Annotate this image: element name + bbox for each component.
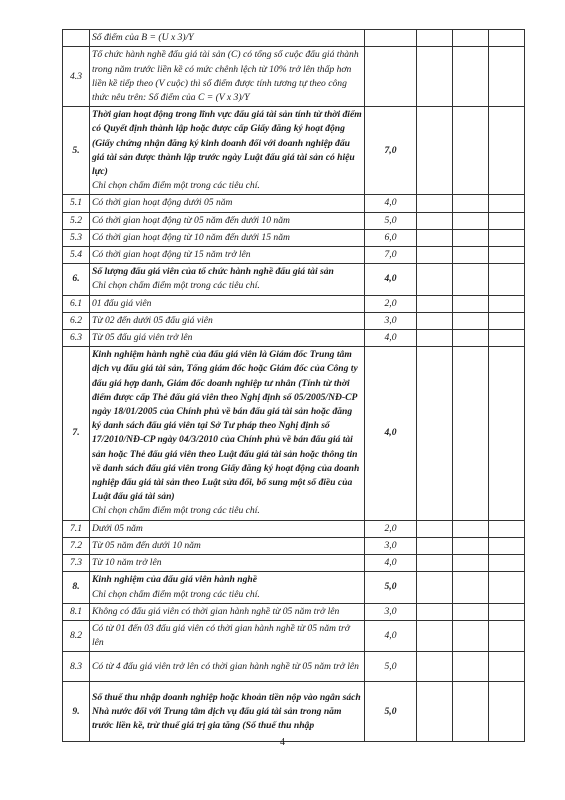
- score-cell: [453, 682, 489, 742]
- score-cell: [453, 330, 489, 347]
- criterion-cell: [90, 195, 365, 212]
- max-points-cell: 5,0: [365, 682, 417, 742]
- score-cell: [453, 229, 489, 246]
- max-points-cell: 4,0: [365, 330, 417, 347]
- score-cell: [489, 30, 525, 47]
- score-cell: [453, 347, 489, 520]
- criterion-number: 5.2: [63, 212, 90, 229]
- table-row: [63, 682, 525, 742]
- score-cell: [417, 229, 453, 246]
- score-cell: [417, 295, 453, 312]
- criterion-cell: [90, 603, 365, 620]
- criterion-number: 8.3: [63, 652, 90, 682]
- criterion-number: 4.3: [63, 47, 90, 107]
- score-cell: [417, 107, 453, 195]
- criterion-number: 6.1: [63, 295, 90, 312]
- score-cell: [489, 537, 525, 554]
- criterion-text: Có thời gian hoạt động từ 10 năm đến dưới 15 năm: [92, 231, 290, 243]
- score-cell: [453, 603, 489, 620]
- criterion-text: Từ 05 đấu giá viên trở lên: [92, 332, 193, 344]
- score-cell: [489, 652, 525, 682]
- table-row: [63, 312, 525, 329]
- criterion-cell: [90, 572, 365, 603]
- criterion-text: Có thời gian hoạt động dưới 05 năm: [92, 197, 233, 209]
- criterion-cell: [90, 330, 365, 347]
- table-row: [63, 537, 525, 554]
- criterion-cell: [90, 30, 365, 47]
- score-cell: [453, 47, 489, 107]
- score-cell: [453, 264, 489, 295]
- criterion-cell: [90, 520, 365, 537]
- score-cell: [489, 603, 525, 620]
- criterion-text: Kinh nghiệm hành nghề của đấu giá viên là Giám đốc Trung tâm dịch vụ đấu giá tài sản, Tổng giám đốc hoặc Giám đốc của Công ty đấu giá hợp danh, Giám đốc doanh nghiệp tư nhân (Tính từ thời điểm được cấp Thẻ đấu giá viên theo Nghị định số 05/2005/NĐ-CP ngày 18/01/2005 của Chính phủ về bán đấu giá tài sản hoặc đăng ký danh sách đấu giá viên tại Sở Tư pháp theo Nghị định số 17/2010/NĐ-CP ngày 04/3/2010 của Chính phủ về bán đấu giá tài sản hoặc Thẻ đấu giá viên theo Luật đấu giá tài sản hoặc thông tin về danh sách đấu giá viên trong Giấy đăng ký hoạt động của doanh nghiệp đấu giá tài sản theo Luật sửa đổi, bổ sung một số điều của Luật đấu giá tài sản): [92, 349, 360, 503]
- criterion-text: Từ 10 năm trở lên: [92, 557, 162, 569]
- score-cell: [417, 312, 453, 329]
- score-cell: [417, 652, 453, 682]
- score-cell: [453, 652, 489, 682]
- criterion-number: 5.4: [63, 247, 90, 264]
- criterion-text: Có thời gian hoạt động từ 05 năm đến dưới 10 năm: [92, 214, 290, 226]
- score-cell: [417, 47, 453, 107]
- score-cell: [489, 229, 525, 246]
- criterion-number: 9.: [63, 682, 90, 742]
- criterion-number: 7.2: [63, 537, 90, 554]
- score-cell: [417, 330, 453, 347]
- criterion-number: 6.3: [63, 330, 90, 347]
- table-row: [63, 572, 525, 603]
- criterion-cell: [90, 247, 365, 264]
- score-cell: [417, 537, 453, 554]
- criterion-text: Số điểm của B = (U x 3)/Y: [92, 32, 194, 43]
- score-cell: [417, 347, 453, 520]
- criterion-number: 7.3: [63, 555, 90, 572]
- score-cell: [417, 520, 453, 537]
- criterion-cell: [90, 264, 365, 295]
- score-cell: [489, 295, 525, 312]
- criterion-number: [63, 30, 90, 47]
- score-cell: [417, 247, 453, 264]
- max-points-cell: 5,0: [365, 212, 417, 229]
- max-points-cell: 4,0: [365, 620, 417, 651]
- criterion-cell: [90, 229, 365, 246]
- criterion-cell: [90, 652, 365, 682]
- criterion-number: 8.2: [63, 620, 90, 651]
- max-points-cell: 4,0: [365, 264, 417, 295]
- score-cell: [417, 620, 453, 651]
- score-cell: [489, 47, 525, 107]
- table-row: [63, 30, 525, 47]
- table-row: [63, 195, 525, 212]
- score-cell: [489, 572, 525, 603]
- criterion-text: 01 đấu giá viên: [92, 297, 152, 309]
- table-row: [63, 264, 525, 295]
- table-row: [63, 47, 525, 107]
- max-points-cell: 3,0: [365, 312, 417, 329]
- table-row: [63, 107, 525, 195]
- table-row: [63, 603, 525, 620]
- score-cell: [453, 572, 489, 603]
- score-cell: [453, 295, 489, 312]
- criterion-text: Từ 05 năm đến dưới 10 năm: [92, 539, 201, 551]
- max-points-cell: 4,0: [365, 347, 417, 520]
- max-points-cell: 2,0: [365, 295, 417, 312]
- criterion-text: Có thời gian hoạt động từ 15 năm trở lên: [92, 249, 251, 261]
- criterion-cell: [90, 682, 365, 742]
- max-points-cell: [365, 47, 417, 107]
- score-cell: [453, 537, 489, 554]
- score-cell: [453, 247, 489, 264]
- criterion-note: Chỉ chọn chấm điểm một trong các tiêu chí.: [92, 280, 260, 292]
- score-cell: [489, 620, 525, 651]
- criterion-cell: [90, 295, 365, 312]
- criterion-note: Chỉ chọn chấm điểm một trong các tiêu chí.: [92, 180, 260, 192]
- table-row: [63, 652, 525, 682]
- criteria-table: [62, 29, 525, 742]
- criterion-cell: [90, 620, 365, 651]
- criterion-text: Có từ 01 đến 03 đấu giá viên có thời gian hành nghề từ 05 năm trở lên: [92, 622, 350, 649]
- score-cell: [453, 312, 489, 329]
- table-row: [63, 555, 525, 572]
- criterion-text: Không có đấu giá viên có thời gian hành nghề từ 05 năm trở lên: [92, 605, 340, 617]
- criterion-text: Số thuế thu nhập doanh nghiệp hoặc khoản tiền nộp vào ngân sách Nhà nước đối với Trung tâm dịch vụ đấu giá tài sản trong năm trước liền kề, trừ thuế giá trị gia tăng (Số thuế thu nhập: [92, 691, 361, 731]
- score-cell: [453, 195, 489, 212]
- score-cell: [489, 555, 525, 572]
- criterion-text: Thời gian hoạt động trong lĩnh vực đấu giá tài sản tính từ thời điểm có Quyết định thành lập hoặc được cấp Giấy đăng ký hoạt động (Giấy chứng nhận đăng ký kinh doanh đối với doanh nghiệp đấu giá tài sản được thành lập trước ngày Luật đấu giá tài sản có hiệu lực): [92, 109, 362, 178]
- table-row: [63, 212, 525, 229]
- criterion-cell: [90, 537, 365, 554]
- criterion-number: 8.: [63, 572, 90, 603]
- score-cell: [417, 212, 453, 229]
- max-points-cell: 4,0: [365, 555, 417, 572]
- table-row: [63, 247, 525, 264]
- score-cell: [453, 555, 489, 572]
- table-row: [63, 347, 525, 520]
- score-cell: [489, 347, 525, 520]
- score-cell: [417, 682, 453, 742]
- criterion-number: 6.2: [63, 312, 90, 329]
- criterion-number: 5.: [63, 107, 90, 195]
- criterion-text: Tổ chức hành nghề đấu giá tài sản (C) có tổng số cuộc đấu giá thành trong năm trước liền kề có mức chênh lệch từ 10% trở lên thấp hơn liền kề tiếp theo (V cuộc) thì số điểm được tính tương tự theo công thức nêu trên: Số điểm của C = (V x 3)/Y: [92, 49, 359, 103]
- score-cell: [489, 520, 525, 537]
- criterion-cell: [90, 312, 365, 329]
- score-cell: [417, 30, 453, 47]
- score-cell: [489, 247, 525, 264]
- criterion-cell: [90, 347, 365, 520]
- score-cell: [417, 264, 453, 295]
- criteria-table-body: [63, 30, 525, 742]
- table-row: [63, 330, 525, 347]
- score-cell: [417, 603, 453, 620]
- criterion-note: Chỉ chọn chấm điểm một trong các tiêu chí.: [92, 505, 260, 517]
- criterion-number: 5.3: [63, 229, 90, 246]
- max-points-cell: 3,0: [365, 537, 417, 554]
- criterion-number: 8.1: [63, 603, 90, 620]
- max-points-cell: 7,0: [365, 247, 417, 264]
- max-points-cell: 6,0: [365, 229, 417, 246]
- score-cell: [489, 330, 525, 347]
- score-cell: [489, 212, 525, 229]
- criterion-cell: [90, 555, 365, 572]
- score-cell: [489, 264, 525, 295]
- criterion-number: 5.1: [63, 195, 90, 212]
- score-cell: [417, 555, 453, 572]
- max-points-cell: 4,0: [365, 195, 417, 212]
- score-cell: [453, 107, 489, 195]
- max-points-cell: 5,0: [365, 652, 417, 682]
- criterion-cell: [90, 212, 365, 229]
- table-row: [63, 620, 525, 651]
- max-points-cell: 7,0: [365, 107, 417, 195]
- max-points-cell: 2,0: [365, 520, 417, 537]
- criterion-text: Có từ 4 đấu giá viên trở lên có thời gian hành nghề từ 05 năm trở lên: [92, 660, 359, 672]
- criterion-text: Số lượng đấu giá viên của tổ chức hành nghề đấu giá tài sản: [92, 266, 334, 278]
- score-cell: [489, 312, 525, 329]
- table-row: [63, 295, 525, 312]
- score-cell: [489, 195, 525, 212]
- criterion-number: 6.: [63, 264, 90, 295]
- score-cell: [453, 30, 489, 47]
- criterion-cell: [90, 47, 365, 107]
- max-points-cell: 3,0: [365, 603, 417, 620]
- criterion-number: 7.1: [63, 520, 90, 537]
- page-number: 4: [280, 737, 285, 748]
- score-cell: [453, 620, 489, 651]
- criterion-note: Chỉ chọn chấm điểm một trong các tiêu chí.: [92, 588, 260, 600]
- criterion-number: 7.: [63, 347, 90, 520]
- table-row: [63, 229, 525, 246]
- criterion-cell: [90, 107, 365, 195]
- score-cell: [489, 682, 525, 742]
- score-cell: [453, 520, 489, 537]
- score-cell: [417, 195, 453, 212]
- score-cell: [489, 107, 525, 195]
- table-row: [63, 520, 525, 537]
- criterion-text: Kinh nghiệm của đấu giá viên hành nghề: [92, 574, 258, 586]
- score-cell: [453, 212, 489, 229]
- max-points-cell: [365, 30, 417, 47]
- score-cell: [417, 572, 453, 603]
- criterion-text: Từ 02 đến dưới 05 đấu giá viên: [92, 314, 213, 326]
- max-points-cell: 5,0: [365, 572, 417, 603]
- criterion-text: Dưới 05 năm: [92, 522, 143, 534]
